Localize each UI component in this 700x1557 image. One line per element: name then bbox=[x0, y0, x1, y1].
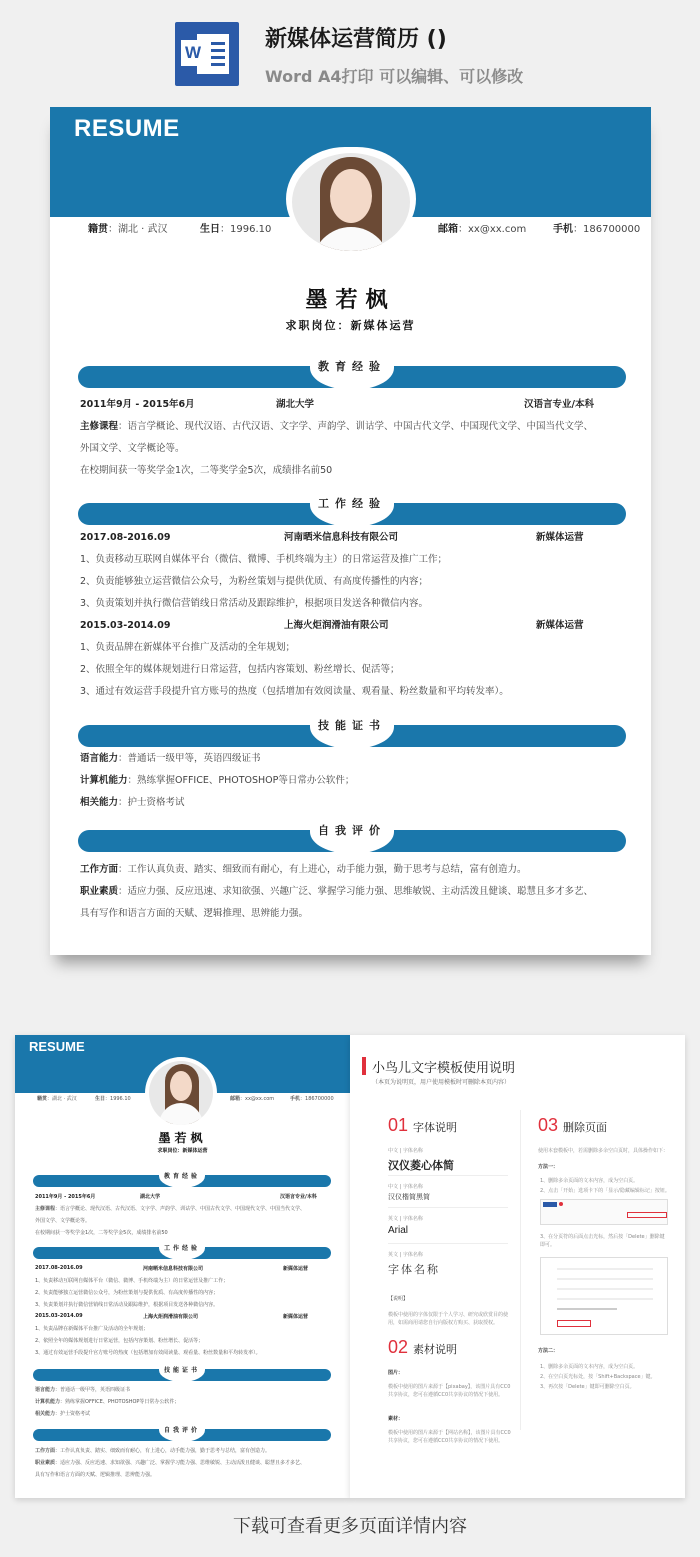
info-birthday: 生日：1996.10 bbox=[200, 224, 272, 235]
word-doc-icon: W bbox=[175, 22, 239, 86]
avatar bbox=[292, 153, 410, 251]
guide-thumbnail[interactable]: 小鸟儿文字模板使用说明 （本页为说明页，用户使用模板时可删除本页内容） 01 字体说明 中文 | 字体名称 汉仪菱心体简 中文 | 字体名称 汉仪楷简黑简 英文 | 字体名称 Arial 英文 | 字体名称 字体名称 【说明】 模板中使用的字体仅限于个人学习、研究或欣赏目的使用，如需商用请您自行向版权方购买、获取授权。 02 素材说明 图片： 模板中使用的图片来源于【pixabay】，该图片具有CC0共享协议，您可在遵循CC0共享协议的情况下使用。 素材： 模板中使用的图片来源于【网站名称】，该图片具有CC0共享协议，您可在遵循CC0共享协议的情况下使用。 03 删除页面 使用本套模板中，若需删除多余空白页时，具体操作如下： 方法一： 1、删除多余页面的文本内容，成为空白页。 2、点击「开始」选项卡下的「显示/隐藏编辑标记」按钮。 3、在分页符的后面点击光标，然后按「Delete」删除键即可。 方法二： 1、删除多余页面的文本内容，成为空白页。 2、在空白页光标处，按「Shift+Backspace」键。 3、再次按「Delete」键即可删除空白页。 bbox=[350, 1035, 685, 1498]
job-duty: 1、负责品牌在新媒体平台推广及活动的全年规划； bbox=[80, 642, 296, 653]
resume-label: RESUME bbox=[74, 115, 180, 142]
self-eval-work: 工作方面：工作认真负责、踏实、细致而有耐心，有上进心，动手能力强，勤于思考与总结，富有创造力。 bbox=[80, 864, 527, 875]
job-duty: 2、依照全年的媒体规划进行日常运营，包括内容策划、粉丝增长、促活等； bbox=[80, 664, 400, 675]
product-title: 新媒体运营简历 () bbox=[265, 27, 447, 52]
skill-item: 语言能力：普通话一级甲等，英语四级证书 bbox=[80, 753, 261, 764]
guide-section-fonts: 01 字体说明 bbox=[388, 1115, 458, 1135]
section-header-work: 工作经验 bbox=[78, 503, 626, 525]
guide-title: 小鸟儿文字模板使用说明 bbox=[372, 1061, 516, 1076]
skill-item: 计算机能力：熟练掌握OFFICE、PHOTOSHOP等日常办公软件； bbox=[80, 775, 355, 786]
product-header bbox=[0, 0, 700, 100]
job-target: 求职岗位：新媒体运营 bbox=[285, 319, 416, 332]
self-eval-pro: 职业素质：适应力强、反应迅速、求知欲强、兴趣广泛、掌握学习能力强、思维敏锐、主动活泼且健谈、聪慧且多才多艺、 bbox=[80, 886, 594, 897]
avatar bbox=[149, 1061, 213, 1125]
section-header-education: 教育经验 bbox=[78, 366, 626, 388]
product-subtitle: Word A4打印 可以编辑、可以修改 bbox=[265, 67, 524, 86]
resume-thumbnail[interactable]: RESUME 籍贯：湖北 · 武汉 生日：1996.10 邮箱：xx@xx.com 手机：186700000 墨若枫 求职岗位：新媒体运营 教育经验 2011年9月 - 2015年6月 湖北大学 汉语言专业/本科 主修课程：语言学概论、现代汉语、古代汉语、文字学、声韵学、训诂学、中国古代文学、中国现代文学、中国当代文学、 外国文学、文学概论等。 在校期间获一等奖学金1次，二等奖学金5次，成绩排名前50 工作经验 2017.08-2016.09 河南晒米信息科技有限公司 新媒体运营 1、负责移动互联网自媒体平台（微信、微博、手机终端为主）的日常运营及推广工作； 2、负责能够独立运营微信公众号，为粉丝策划与提供优质、有高度传播性的内容； 3、负责策划并执行微信营销线日常活动及跟踪维护，根据项目发送各种微信内容。 2015.03-2014.09 上海火炬润滑油有限公司 新媒体运营 1、负责品牌在新媒体平台推广及活动的全年规划； 2、依照全年的媒体规划进行日常运营，包括内容策划、粉丝增长、促活等； 3、通过有效运营手段提升官方账号的热度（包括增加有效阅读量、观看量、粉丝数量和平均转发率）。 技能证书 语言能力：普通话一级甲等，英语四级证书 计算机能力：熟练掌握OFFICE、PHOTOSHOP等日常办公软件； 相关能力：护士资格考试 自我评价 工作方面：工作认真负责、踏实、细致而有耐心，有上进心，动手能力强，勤于思考与总结，富有创造力。 职业素质：适应力强、反应迅速、求知欲强、兴趣广泛、掌握学习能力强、思维敏锐、主动活泼且健谈、聪慧且多才多艺、 具有写作和语言方面的天赋、逻辑推理、思辨能力强。 bbox=[15, 1035, 350, 1498]
info-phone: 手机：186700000 bbox=[553, 224, 641, 235]
info-email: 邮箱：xx@xx.com bbox=[438, 224, 527, 235]
section-header-self-eval: 自我评价 bbox=[78, 830, 626, 852]
guide-subtitle: （本页为说明页，用户使用模板时可删除本页内容） bbox=[372, 1079, 511, 1086]
section-header-skills: 技能证书 bbox=[78, 725, 626, 747]
resume-page: RESUME 籍贯：湖北 · 武汉 生日：1996.10 邮箱：xx@xx.com 手机：186700000 墨若枫 求职岗位：新媒体运营 教育经验 2011年9月 - 2015年6月 湖北大学 汉语言专业/本科 主修课程：语言学概论、现代汉语、古代汉语、文字学、声韵学、训诂学、中国古代文学、中国现代文学、中国当代文学、 外国文学、文学概论等。 在校期间获一等奖学金1次，二等奖学金5次，成绩排名前50 工作经验 2017.08-2016.09 河南晒米信息科技有限公司 新媒体运营 1、负责移动互联网自媒体平台（微信、微博、手机终端为主）的日常运营及推广工作； 2、负责能够独立运营微信公众号，为粉丝策划与提供优质、有高度传播性的内容； 3、负责策划并执行微信营销线日常活动及跟踪维护，根据项目发送各种微信内容。 2015.03-2014.09 上海火炬润滑油有限公司 新媒体运营 1、负责品牌在新媒体平台推广及活动的全年规划； 2、依照全年的媒体规划进行日常运营，包括内容策划、粉丝增长、促活等； 3、通过有效运营手段提升官方账号的热度（包括增加有效阅读量、观看量、粉丝数量和平均转发率）。 技能证书 语言能力：普通话一级甲等，英语四级证书 计算机能力：熟练掌握OFFICE、PHOTOSHOP等日常办公软件； 相关能力：护士资格考试 自我评价 工作方面：工作认真负责、踏实、细致而有耐心，有上进心，动手能力强，勤于思考与总结，富有创造力。 职业素质：适应力强、反应迅速、求知欲强、兴趣广泛、掌握学习能力强、思维敏锐、主动活泼且健谈、聪慧且多才多艺、 具有写作和语言方面的天赋、逻辑推理、思辨能力强。 bbox=[50, 107, 651, 955]
accent-bar bbox=[362, 1057, 366, 1075]
education-awards: 在校期间获一等奖学金1次，二等奖学金5次，成绩排名前50 bbox=[80, 465, 333, 476]
job-duty: 2、负责能够独立运营微信公众号，为粉丝策划与提供优质、有高度传播性的内容； bbox=[80, 576, 429, 587]
skill-item: 相关能力：护士资格考试 bbox=[80, 797, 185, 808]
self-eval-pro-cont: 具有写作和语言方面的天赋、逻辑推理、思辨能力强。 bbox=[80, 908, 309, 919]
job-duty: 3、通过有效运营手段提升官方账号的热度（包括增加有效阅读量、观看量、粉丝数量和平均转发率）。 bbox=[80, 686, 509, 697]
job-duty: 3、负责策划并执行微信营销线日常活动及跟踪维护，根据项目发送各种微信内容。 bbox=[80, 598, 429, 609]
download-more-link[interactable]: 下载可查看更多页面详情内容 bbox=[233, 1516, 467, 1537]
toolbar-screenshot bbox=[540, 1199, 668, 1225]
guide-section-delete: 03 删除页面 bbox=[538, 1115, 608, 1135]
document-screenshot bbox=[540, 1257, 668, 1335]
candidate-name: 墨若枫 bbox=[305, 288, 396, 313]
job-duty: 1、负责移动互联网自媒体平台（微信、微博、手机终端为主）的日常运营及推广工作； bbox=[80, 554, 448, 565]
guide-section-materials: 02 素材说明 bbox=[388, 1337, 458, 1357]
education-courses-cont: 外国文学、文学概论等。 bbox=[80, 443, 185, 454]
education-courses: 主修课程：语言学概论、现代汉语、古代汉语、文字学、声韵学、训诂学、中国古代文学、中国现代文学、中国当代文学、 bbox=[80, 421, 594, 432]
info-hometown: 籍贯：湖北 · 武汉 bbox=[88, 224, 168, 235]
